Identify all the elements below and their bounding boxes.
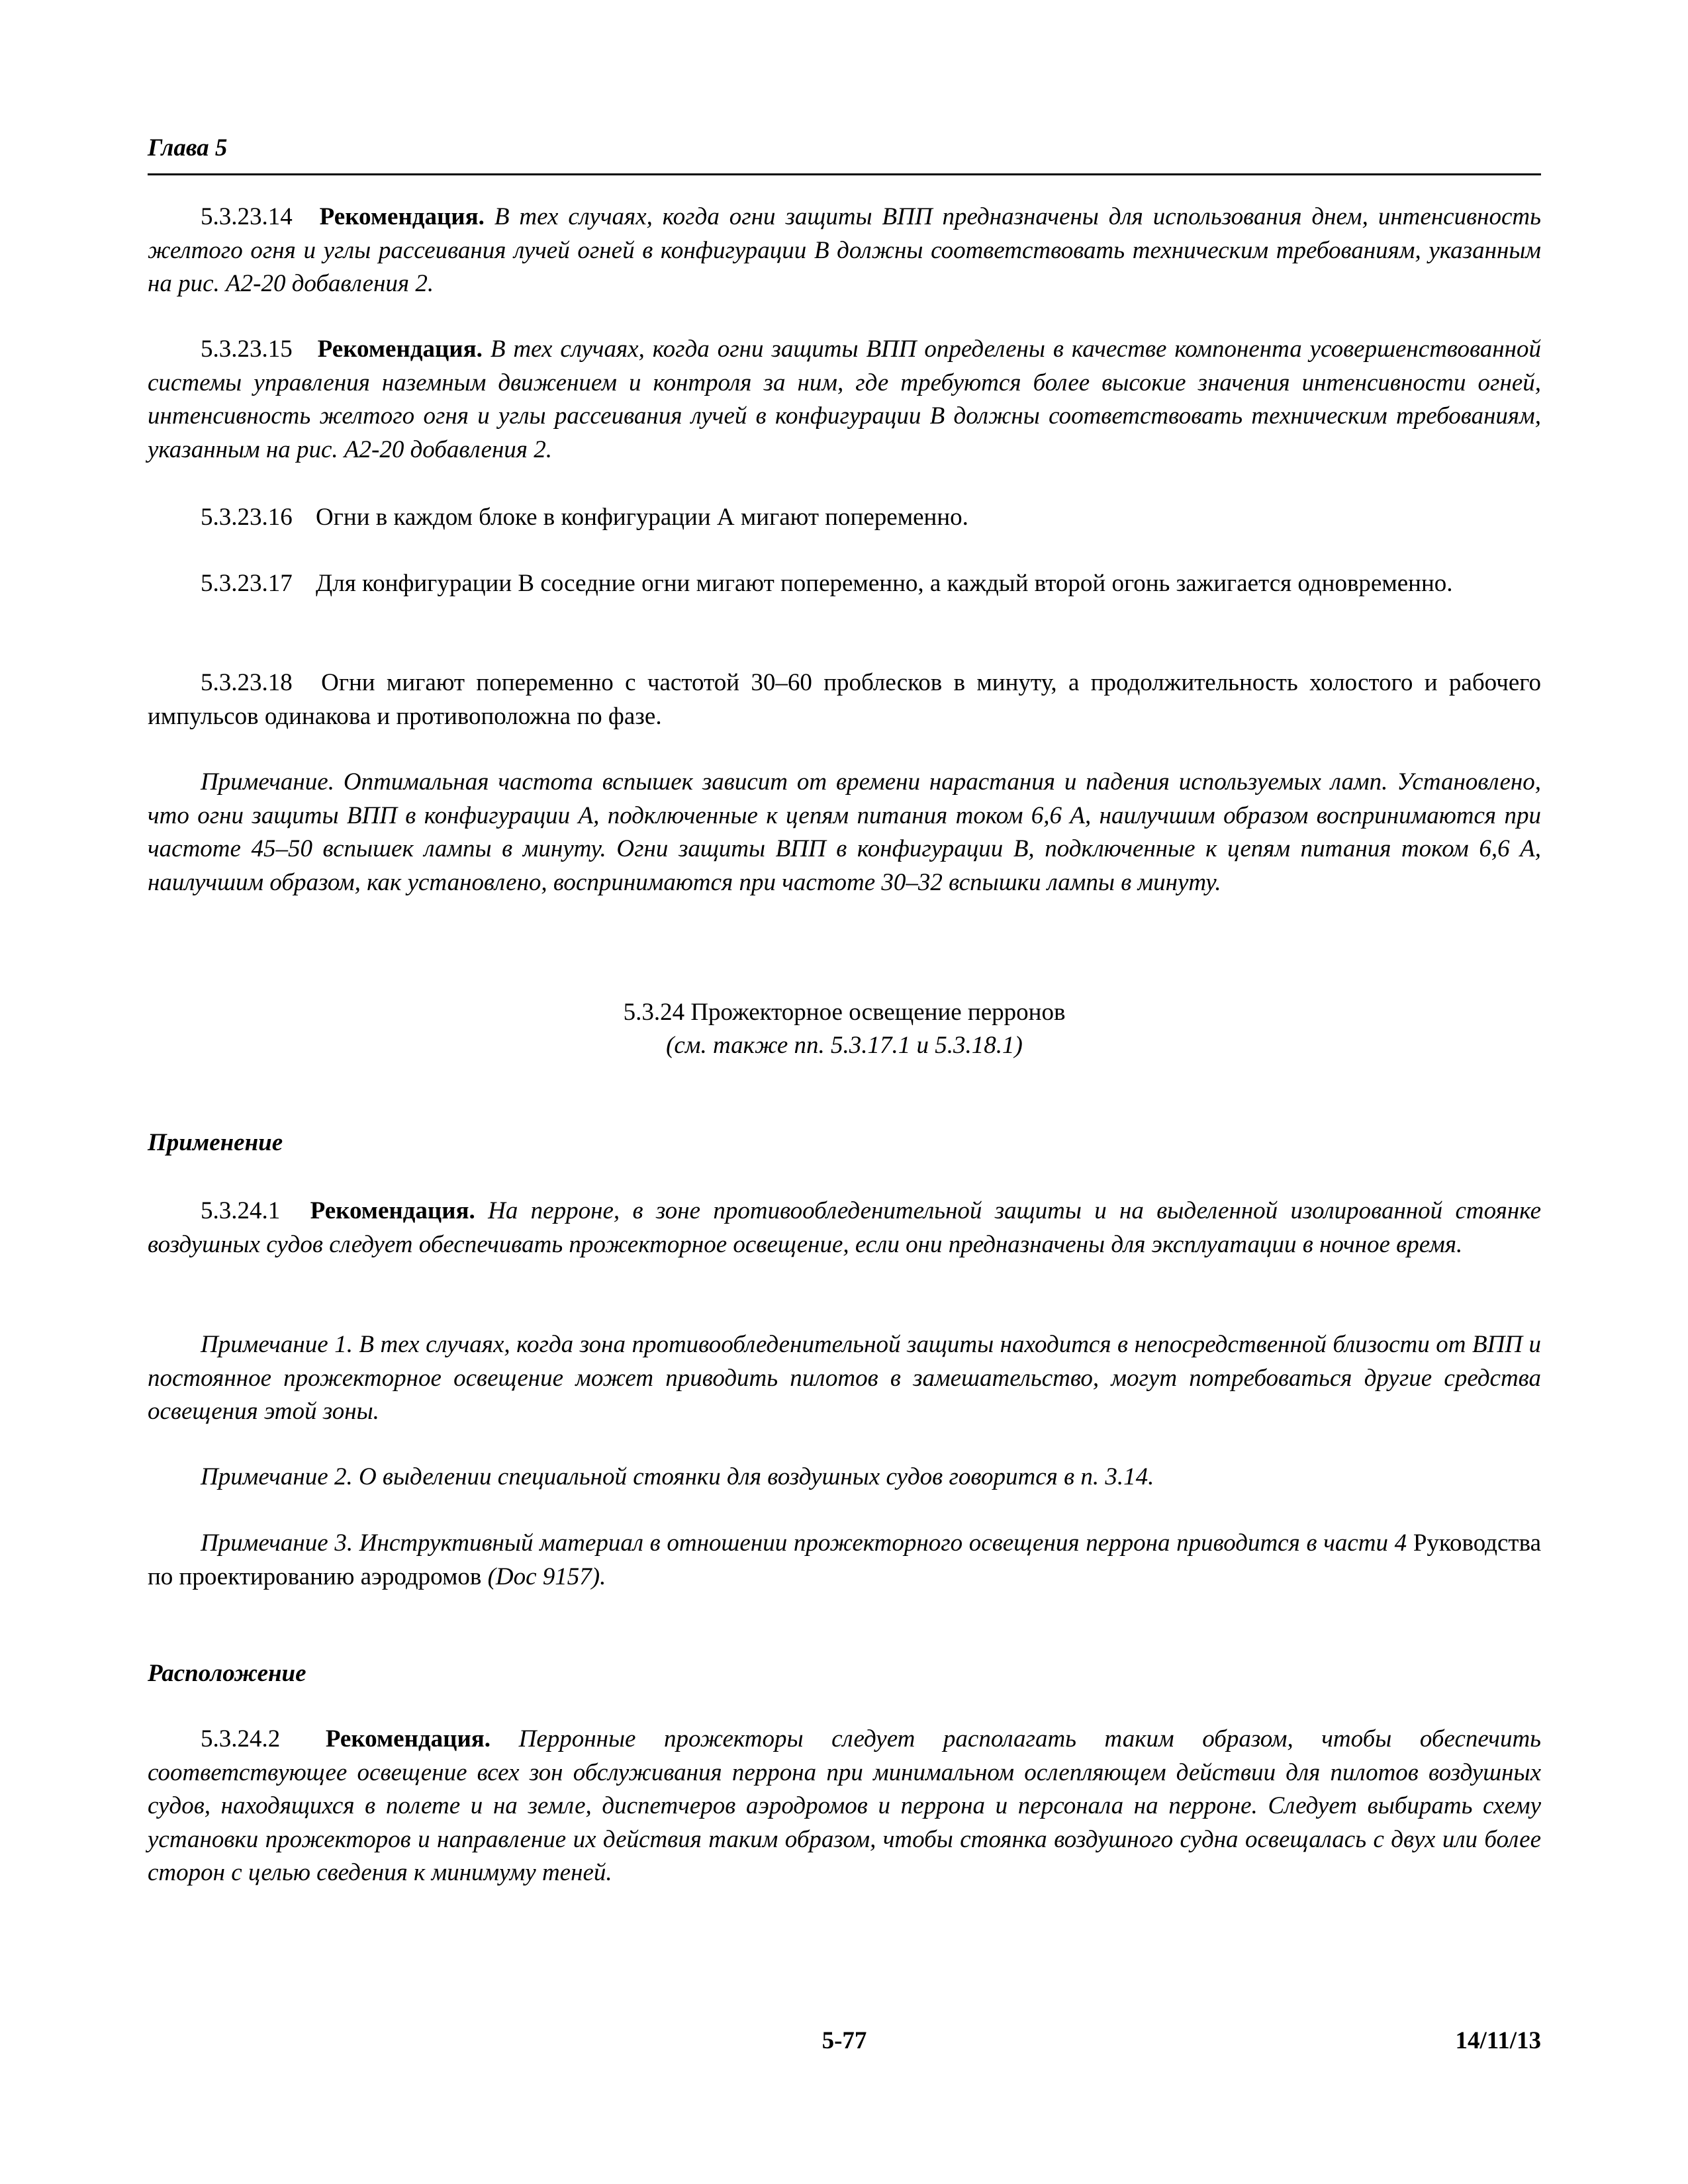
paragraph-number: 5.3.24.1	[201, 1197, 281, 1224]
paragraph-5-3-23-16	[148, 501, 1541, 535]
paragraph-text: На перроне, в зоне противообледенительной защиты и на выделенной изолированной стоянке воздушных судов следует обеспечивать прожекторное освещение, если они предназначены для эксплуатации в ночное время.	[148, 1197, 1542, 1258]
paragraph-number: 5.3.23.16	[201, 504, 293, 531]
paragraph-5-3-23-17	[148, 567, 1541, 601]
doc-title: Руководства по проектированию аэродромов	[148, 1529, 1541, 1590]
page-header	[148, 132, 1541, 175]
paragraph-text: Огни мигают попеременно с частотой 30–60 проблесков в минуту, а продолжительность холостого и рабочего импульсов одинакова и противоположна по фазе.	[148, 669, 1541, 730]
paragraph-number: 5.3.23.17	[201, 570, 293, 597]
paragraph-number: 5.3.24.2	[201, 1725, 281, 1752]
page-number: 5-77	[821, 2027, 867, 2054]
paragraph-5-3-23-14	[148, 201, 1541, 301]
recommendation-label: Рекомендация.	[310, 1197, 475, 1224]
recommendation-label: Рекомендация.	[325, 1725, 491, 1752]
paragraph-text: Для конфигурации В соседние огни мигают попеременно, а каждый второй огонь зажигается одновременно.	[316, 570, 1453, 597]
note-3-text: Примечание 3. Инструктивный материал в отношении прожекторного освещения перрона приводится в части 4	[201, 1529, 1413, 1557]
paragraph-text: В тех случаях, когда огни защиты ВПП определены в качестве компонента усовершенствованной системы управления наземным движением и контроля за ним, где требуются более высокие значения интенсивности огней, интенсивность желтого огня и углы рассеивания лучей в конфигурации В должны соответствовать техническим требованиям, указанным на рис. А2-20 добавления 2.	[148, 336, 1542, 463]
note-3	[148, 1527, 1541, 1594]
paragraph-number: 5.3.23.14	[201, 203, 293, 230]
note-flash-frequency: Примечание. Оптимальная частота вспышек зависит от времени нарастания и падения используемых ламп. Установлено, что огни защиты ВПП в конфигурации А, подключенные к цепям питания током 6,6 А, наилучшим образом воспринимаются при частоте 45–50 вспышек лампы в минуту. Огни защиты ВПП в конфигурации В, подключенные к цепям питания током 6,6 А, наилучшим образом, как установлено, воспринимаются при частоте 30–32 вспышки лампы в минуту.	[148, 768, 1541, 896]
paragraph-number: 5.3.23.18	[201, 669, 293, 696]
note-1: Примечание 1. В тех случаях, когда зона противообледенительной защиты находится в непосредственной близости от ВПП и постоянное прожекторное освещение может приводить пилотов в замешательство, могут потребоваться другие средства освещения этой зоны.	[148, 1331, 1541, 1425]
note-2: Примечание 2. О выделении специальной стоянки для воздушных судов говорится в п. 3.14.	[201, 1463, 1154, 1490]
doc-reference: (Doc 9157).	[481, 1563, 606, 1590]
section-subtitle-5-3-24: (см. также пп. 5.3.17.1 и 5.3.18.1)	[666, 1032, 1023, 1059]
paragraph-text: Перронные прожекторы следует располагать таким образом, чтобы обеспечить соответствующее освещение всех зон обслуживания перрона при минимальном ослепляющем действии для пилотов воздушных судов, находящихся в полете и на земле, диспетчеров аэродромов и перрона и персонала на перроне. Следует выбирать схему установки прожекторов и направление их действия таким образом, чтобы стоянка воздушного судна освещалась с двух или более сторон с целью сведения к минимуму теней.	[148, 1725, 1542, 1886]
section-title-5-3-24: 5.3.24 Прожекторное освещение перронов	[623, 999, 1066, 1026]
document-page	[148, 0, 1541, 2184]
heading-application: Применение	[148, 1129, 283, 1156]
recommendation-label: Рекомендация.	[319, 203, 485, 230]
recommendation-label: Рекомендация.	[317, 336, 483, 363]
revision-date: 14/11/13	[1455, 2027, 1541, 2054]
paragraph-text: В тех случаях, когда огни защиты ВПП предназначены для использования днем, интенсивность желтого огня и углы рассеивания лучей огней в конфигурации В должны соответствовать техническим требованиям, указанным на рис. А2-20 добавления 2.	[148, 203, 1541, 297]
paragraph-5-3-23-18	[148, 666, 1541, 733]
paragraph-5-3-24-2	[148, 1723, 1541, 1890]
paragraph-5-3-24-1	[148, 1195, 1541, 1261]
paragraph-text: Огни в каждом блоке в конфигурации А мигают попеременно.	[316, 504, 968, 531]
paragraph-5-3-23-15	[148, 333, 1541, 467]
chapter-title: Глава 5	[148, 134, 228, 161]
paragraph-number: 5.3.23.15	[201, 336, 293, 363]
heading-location: Расположение	[148, 1660, 306, 1687]
